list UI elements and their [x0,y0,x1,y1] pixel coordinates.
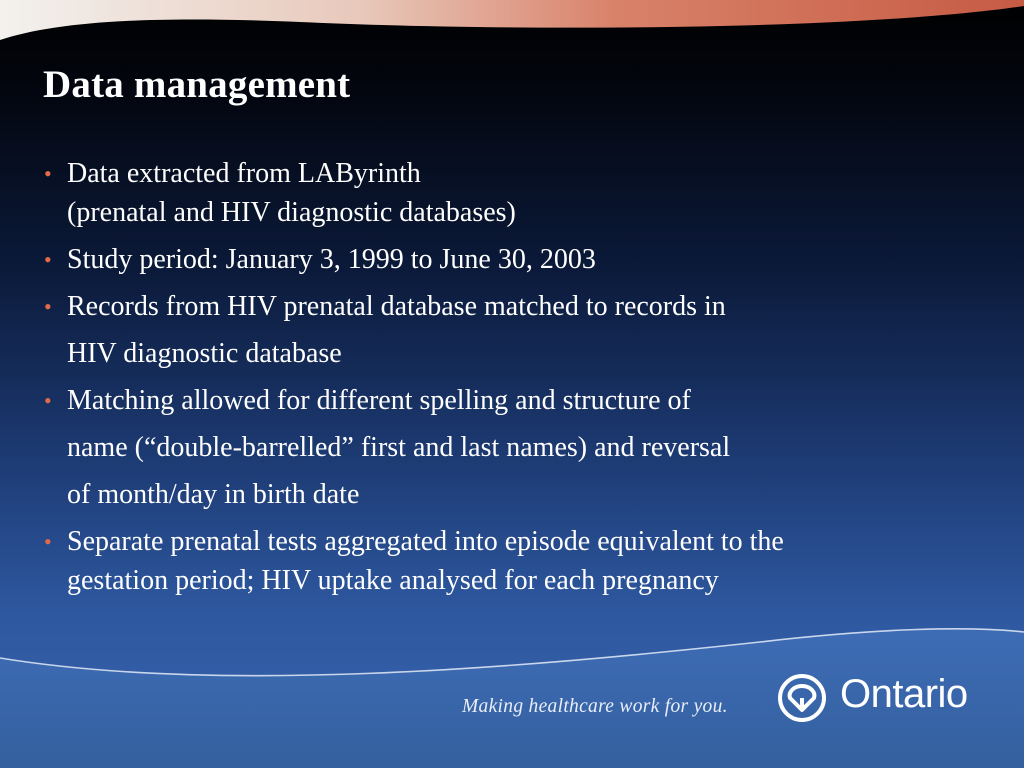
bullet-item [44,154,1004,232]
footer-tagline: Making healthcare work for you. [462,696,728,717]
bullet-line: Matching allowed for different spelling and structure of [67,385,691,416]
bullet-item [44,283,1004,377]
bullet-dot-icon: • [44,529,52,554]
ontario-wordmark: Ontario [840,672,968,716]
slide-title: Data management [43,63,351,106]
bullet-line: (prenatal and HIV diagnostic databases) [67,197,516,228]
top-decorative-band [0,0,1024,60]
bullet-line: HIV diagnostic database [67,338,342,369]
bullet-line: Data extracted from LAByrinth [67,158,421,189]
bullet-item [44,236,1004,283]
bullet-line: Separate prenatal tests aggregated into episode equivalent to the [67,526,784,557]
bullet-list [44,150,1004,604]
bullet-dot-icon: • [44,388,52,413]
bullet-item [44,522,1004,600]
bullet-dot-icon: • [44,161,52,186]
bullet-dot-icon: • [44,247,52,272]
bullet-dot-icon: • [44,294,52,319]
bullet-line: name (“double-barrelled” first and last names) and reversal [67,432,731,463]
bullet-line: Study period: January 3, 1999 to June 30, 2003 [67,244,596,275]
bullet-line: of month/day in birth date [67,479,360,510]
bullet-item [44,377,1004,518]
bullet-line: gestation period; HIV uptake analysed for each pregnancy [67,565,719,596]
bullet-line: Records from HIV prenatal database matched to records in [67,291,726,322]
ontario-trillium-icon [774,670,830,726]
